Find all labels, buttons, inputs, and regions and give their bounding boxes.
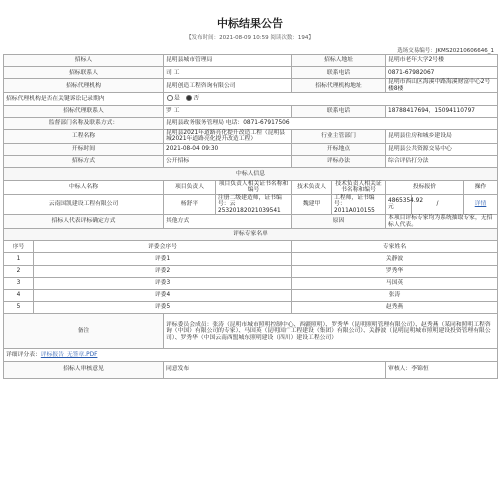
- winner-header-pm-cert: 项目负责人相关证书名称和编号: [216, 180, 292, 194]
- winner-header-action: 操作: [464, 180, 498, 194]
- winner-pm: 杨舒平: [164, 194, 216, 215]
- agency-record-row: [4, 93, 498, 105]
- supervisor-row: [4, 117, 498, 129]
- supervisor-label: 监督部门名称及联系方式：: [4, 117, 164, 129]
- phone-label: 联系电话: [292, 67, 386, 79]
- winner-section-label: 中标人信息: [4, 168, 498, 180]
- expert-row: [4, 265, 498, 277]
- agency-phone-value: 18788417694，15094110797: [386, 105, 498, 117]
- review-row: [4, 361, 498, 378]
- open-time-label: 开标时间: [4, 143, 164, 155]
- expert-name: 罗秀华: [292, 265, 498, 277]
- expert-no: 5: [4, 302, 34, 314]
- reason-value: 本项目评标专家均为系统抽取专家，无招标人代表。: [386, 215, 498, 229]
- winner-pm-cert: 注册二级建造师，证书编号：云25320182021039541: [216, 194, 292, 215]
- attachment-link[interactable]: 评标报告_无签章.PDF: [40, 351, 98, 358]
- tenderer-contact-label: 招标联系人: [4, 67, 164, 79]
- expert-no: 1: [4, 253, 34, 265]
- winner-header-price: 投标报价: [386, 180, 464, 194]
- tenderer-value: 昆明县城市管理局: [164, 55, 292, 67]
- tenderer-row: [4, 55, 498, 67]
- expert-name: 张涛: [292, 289, 498, 301]
- expert-row: [4, 277, 498, 289]
- open-row: [4, 143, 498, 155]
- experts-header-committee: 评委会序号: [34, 241, 292, 253]
- winner-header-tech: 技术负责人: [292, 180, 332, 194]
- rep-row: [4, 215, 498, 229]
- radio-no[interactable]: [186, 95, 192, 101]
- publish-meta: 【发布时间：2021-08-09 10:59 阅读次数：194】: [186, 35, 314, 41]
- reviewer-name: 李锦恒: [411, 366, 429, 373]
- open-place-label: 开标地点: [292, 143, 386, 155]
- eval-label: 评标办法: [292, 156, 386, 168]
- experts-header-name: 专家姓名: [292, 241, 498, 253]
- radio-yes[interactable]: [167, 95, 173, 101]
- project-label: 工程名称: [4, 129, 164, 143]
- agency-contact-value: 罗 工: [164, 105, 292, 117]
- expert-no: 2: [4, 265, 34, 277]
- expert-seat: 评委2: [34, 265, 292, 277]
- agency-addr-label: 招标代理机构地址: [292, 79, 386, 93]
- reviewer-label: 审核人：: [388, 366, 412, 373]
- winner-header-row: [4, 180, 498, 194]
- dept-label: 行业主管部门: [292, 129, 386, 143]
- expert-seat: 评委4: [34, 289, 292, 301]
- page-title: 中标结果公告: [217, 17, 283, 30]
- winner-price: 4865354.92元: [386, 194, 412, 215]
- tenderer-contact-row: [4, 67, 498, 79]
- method-label: 招标方式: [4, 156, 164, 168]
- review-opinion: 同意发布: [164, 361, 386, 378]
- open-time-value: 2021-08-04 09:30: [164, 143, 292, 155]
- remark-value: 评标委员会成员：张涛（昆明市城市照明控制中心、西疆照明）、罗秀华（昆明照明管理有限公司）、赵秀燕（某同和照明工程咨询（中国）有限公司的专家）、马国英（昆明国广工程建设（集团）有限公司）、关静波（昆明昆明城市照明建设投资管理有限公司）、罗秀华（中国云南西盟城东照明建设（四川）建设工程公司）: [164, 314, 498, 349]
- agency-phone-label: 联系电话: [292, 105, 386, 117]
- project-row: [4, 129, 498, 143]
- reviewer-cell: [386, 361, 498, 378]
- winner-tech: 魏建甲: [292, 194, 332, 215]
- expert-seat: 评委5: [34, 302, 292, 314]
- expert-name: 赵秀燕: [292, 302, 498, 314]
- attachment-label: 详细评分表：: [6, 351, 41, 358]
- rep-label: 招标人代表评标确定方式: [4, 215, 164, 229]
- rep-value: 其他方式: [164, 215, 292, 229]
- winner-header-name: 中标人名称: [4, 180, 164, 194]
- tenderer-addr-label: 招标人地址: [292, 55, 386, 67]
- supervisor-value: 昆明县政务服务管理局 电话：0871-67917506: [164, 117, 498, 129]
- tenderer-contact-value: 司 工: [164, 67, 292, 79]
- winner-price-extra: /: [412, 194, 464, 215]
- agency-addr-value: 昆明市西山区海溪中路海溪财富中心2号楼8楼: [386, 79, 498, 93]
- project-value: 昆明县2021年道路亮化提升改造工程（昆明县城2021年道路亮化提升改造工程）: [164, 129, 292, 143]
- winner-row: [4, 194, 498, 215]
- expert-seat: 评委3: [34, 277, 292, 289]
- review-label: 招标人审核意见: [4, 361, 164, 378]
- expert-row: [4, 289, 498, 301]
- agency-value: 昆明创造工程咨询有限公司: [164, 79, 292, 93]
- eval-value: 综合评估打分法: [386, 156, 498, 168]
- agency-record-label: 招标代理机构是否在关键诉讼记录期内: [4, 93, 164, 105]
- agency-contact-label: 招标代理联系人: [4, 105, 164, 117]
- method-row: [4, 156, 498, 168]
- expert-no: 4: [4, 289, 34, 301]
- open-place-value: 昆明县公共资源交易中心: [386, 143, 498, 155]
- dept-value: 昆明县住房和城乡建设局: [386, 129, 498, 143]
- method-value: 公开招标: [164, 156, 292, 168]
- agency-record-options: [164, 93, 498, 105]
- agency-label: 招标代理机构: [4, 79, 164, 93]
- opt-no-label: 否: [193, 95, 200, 102]
- winner-section-row: [4, 168, 498, 180]
- expert-row: [4, 253, 498, 265]
- attachment-row: [4, 349, 498, 361]
- agency-contact-row: [4, 105, 498, 117]
- tenderer-label: 招标人: [4, 55, 164, 67]
- trade-number: 选场交易编号：JKMS20210606646_1: [397, 48, 494, 54]
- experts-header-row: [4, 241, 498, 253]
- result-table: [3, 54, 498, 379]
- agency-row: [4, 79, 498, 93]
- experts-section-row: [4, 229, 498, 241]
- winner-name: 云南国凯建设工程有限公司: [4, 194, 164, 215]
- opt-yes-label: 是: [174, 95, 180, 102]
- remark-label: 备注: [4, 314, 164, 349]
- winner-header-tech-cert: 技术负责人相关证书名称和编号: [332, 180, 386, 194]
- expert-row: [4, 302, 498, 314]
- phone-value: 0871-67982067: [386, 67, 498, 79]
- expert-name: 关静波: [292, 253, 498, 265]
- attachment-cell: [4, 349, 498, 361]
- expert-name: 马国英: [292, 277, 498, 289]
- expert-no: 3: [4, 277, 34, 289]
- winner-detail-link[interactable]: 详情: [464, 194, 498, 215]
- experts-header-no: 序号: [4, 241, 34, 253]
- remark-row: [4, 314, 498, 349]
- winner-tech-cert: 工程师，证书编号：2011A010155: [332, 194, 386, 215]
- expert-seat: 评委1: [34, 253, 292, 265]
- experts-section-label: 评标专家名单: [4, 229, 498, 241]
- tenderer-addr-value: 昆明市老年大学2号楼: [386, 55, 498, 67]
- winner-header-pm: 项目负责人: [164, 180, 216, 194]
- reason-label: 原因: [292, 215, 386, 229]
